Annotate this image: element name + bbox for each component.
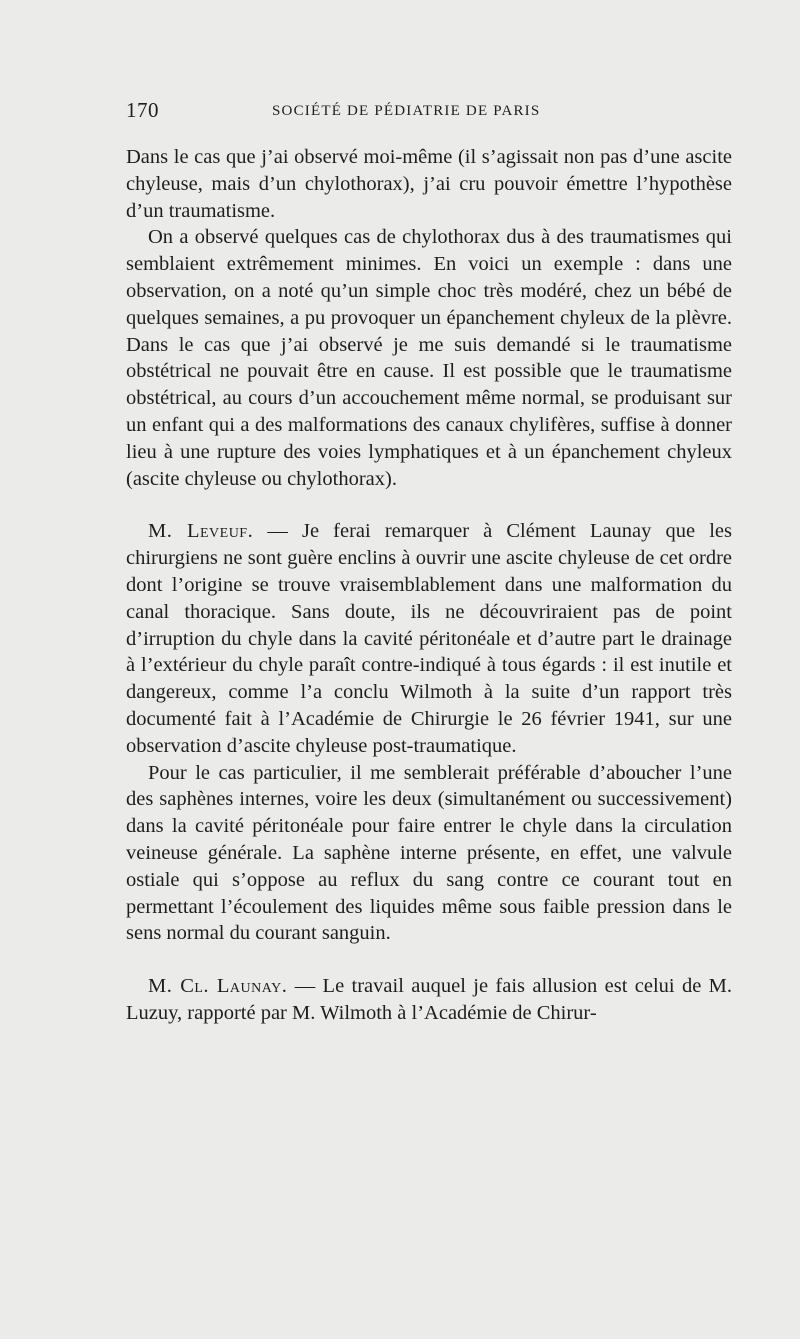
- paragraph-launay: [126, 973, 732, 1027]
- body-text: [126, 144, 732, 1027]
- paragraph-4: Pour le cas particulier, il me semblerait préférable d’aboucher l’une des saphènes internes, voire les deux (simultanément ou successivement) dans la cavité péritonéale pour faire entrer le chyle dans la circulation veineuse générale. La saphène interne présente, en effet, une valvule ostiale qui s’oppose au reflux du sang contre ce courant tout en permettant l’écoulement des liquides même sous faible pression dans le sens normal du courant sanguin.: [126, 761, 732, 945]
- paragraph-1: Dans le cas que j’ai observé moi-même (il s’agissait non pas d’une ascite chyleuse, mais d’un chylothorax), j’ai cru pouvoir émettre l’hypothèse d’un traumatisme.: [126, 146, 732, 222]
- running-title: SOCIÉTÉ DE PÉDIATRIE DE PARIS: [272, 103, 541, 119]
- speaker-name: M. Cl. Launay.: [148, 975, 288, 998]
- page-number: 170: [126, 98, 159, 122]
- paragraph-leveuf: [126, 518, 732, 759]
- page-header: [126, 98, 732, 132]
- speaker-name: M. Leveuf.: [148, 520, 254, 543]
- paragraph-2: On a observé quelques cas de chylothorax dus à des traumatismes qui semblaient extrêmement minimes. En voici un exemple : dans une observation, on a noté qu’un simple choc très modéré, chez un bébé de quelques semaines, a pu provoquer un épanchement chyleux de la plèvre. Dans le cas que j’ai observé je me suis demandé si le traumatisme obstétrical ne pouvait être en cause. Il est possible que le traumatisme obstétrical, au cours d’un accouchement même normal, se produisant sur un enfant qui a des malformations des canaux chylifères, suffise à donner lieu à une rupture des voies lymphatiques et à un épanchement chyleux (ascite chyleuse ou chylothorax).: [126, 226, 732, 490]
- paragraph-text: — Je ferai remarquer à Clément Launay que les chirurgiens ne sont guère enclins à ouvrir une ascite chyleuse de cet ordre dont l’origine se trouve vraisemblablement dans une malformation du canal thoracique. Sans doute, ils ne découvriraient pas de point d’irruption du chyle dans la cavité péritonéale et d’autre part le drainage à l’extérieur du chyle paraît contre-indiqué à tous égards : il est inutile et dangereux, comme l’a conclu Wilmoth à la suite d’un rapport très documenté fait à l’Académie de Chirurgie le 26 février 1941, sur une observation d’ascite chyleuse post-traumatique.: [126, 520, 733, 757]
- paragraph-text: — Le travail auquel je fais allusion est celui de M. Luzuy, rapporté par M. Wilmoth à l’Académie de Chirur-: [126, 975, 733, 1024]
